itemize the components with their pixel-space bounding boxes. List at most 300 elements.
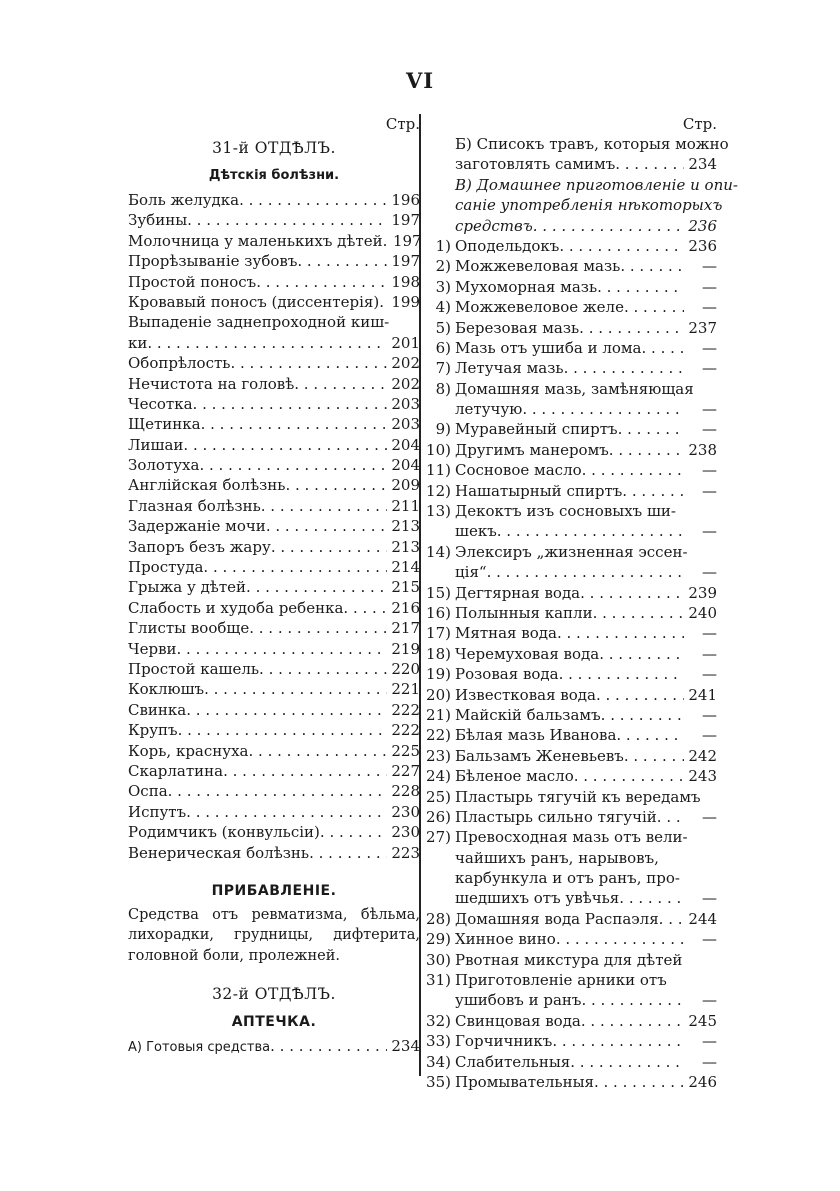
toc-entry[interactable] — [128, 741, 420, 761]
toc-entry-label: Простой поносъ — [128, 272, 257, 291]
toc-entry-page: 213 — [391, 517, 420, 536]
toc-entry-page: 216 — [391, 598, 420, 617]
toc-entry-label: заготовлять самимъ — [455, 155, 616, 174]
toc-entry-page: 197 — [391, 252, 420, 271]
toc-entry[interactable] — [425, 277, 717, 297]
toc-entry-label: ція“ — [455, 563, 487, 582]
toc-entry-page: 220 — [391, 659, 420, 678]
toc-entry-label: Декоктъ изъ сосновыхъ ши- — [455, 502, 676, 521]
section-32-subtitle: АПТЕЧКА. — [231, 1014, 317, 1031]
toc-entry[interactable] — [128, 374, 420, 394]
toc-entry[interactable] — [425, 766, 717, 786]
toc-entry-page: 204 — [391, 435, 420, 454]
toc-entry-page: 221 — [391, 680, 420, 699]
toc-entry-label: Дегтярная вода — [455, 583, 581, 602]
toc-entry-label: Можжевеловая мазь — [455, 257, 621, 276]
toc-entry-label: В) Домашнее приготовленіе и опи- — [455, 175, 738, 194]
toc-entry-number: 18) — [426, 644, 451, 663]
toc-entry-page: 219 — [391, 639, 420, 658]
toc-entry-page: 230 — [391, 823, 420, 842]
leader-dots — [177, 639, 387, 659]
leader-dots — [620, 256, 684, 276]
toc-entry-page: 203 — [391, 394, 420, 413]
leader-dots — [557, 623, 684, 643]
toc-entry[interactable] — [128, 679, 420, 699]
toc-entry[interactable] — [425, 236, 717, 256]
toc-entry-label: Родимчикъ (конвульсіи) — [128, 823, 320, 842]
toc-entry-number: 13) — [426, 502, 451, 521]
toc-entry[interactable] — [425, 195, 723, 215]
toc-entry-page: 197 — [391, 211, 420, 230]
toc-entry-page: — — [702, 889, 717, 908]
toc-entry-page: 227 — [391, 761, 420, 780]
toc-entry-label: Обопрѣлость — [128, 354, 231, 373]
toc-entry[interactable] — [425, 481, 717, 501]
toc-entry-number: 5) — [435, 318, 451, 337]
toc-entry-label: Летучая мазь — [455, 359, 564, 378]
toc-entry-label: Кровавый поносъ (диссентерія) — [128, 292, 380, 311]
leader-dots — [533, 216, 684, 236]
toc-entry-label: Рвотная микстура для дѣтей — [455, 950, 683, 969]
toc-entry-label: Приготовленіе арники отъ — [455, 971, 667, 990]
toc-entry-label: Мухоморная мазь — [455, 277, 598, 296]
leader-dots — [294, 374, 387, 394]
toc-entry[interactable] — [425, 297, 717, 317]
toc-entry[interactable] — [128, 537, 420, 557]
toc-entry-page: — — [702, 400, 717, 419]
toc-entry-label: Пластырь тягучій къ вередамъ — [455, 787, 701, 806]
toc-entry[interactable] — [425, 868, 717, 888]
leader-dots — [618, 419, 684, 439]
leader-dots — [552, 1031, 684, 1051]
toc-entry-page: — — [702, 461, 717, 480]
toc-entry-page: 197 — [392, 231, 422, 250]
toc-entry[interactable] — [128, 353, 420, 373]
toc-entry-page: — — [702, 359, 717, 378]
toc-entry-label: Домашняя вода Распаэля — [455, 909, 659, 928]
leader-dots — [297, 251, 387, 271]
leader-dots — [320, 822, 387, 842]
toc-entry-page: — — [702, 991, 717, 1010]
toc-entry-page: 236 — [688, 236, 717, 255]
toc-entry[interactable] — [425, 950, 717, 970]
toc-entry[interactable] — [425, 216, 717, 236]
leader-dots — [574, 766, 684, 786]
toc-entry-page: 236 — [688, 216, 717, 235]
leader-dots — [564, 358, 684, 378]
toc-entry-number: 15) — [426, 583, 451, 602]
toc-entry-page: 204 — [391, 456, 420, 475]
toc-entry-label: Бѣленое масло — [455, 767, 574, 786]
leader-dots — [594, 1072, 684, 1092]
leader-dots — [599, 644, 684, 664]
toc-entry[interactable] — [425, 725, 717, 745]
toc-entry[interactable] — [128, 639, 420, 659]
toc-entry[interactable] — [425, 175, 738, 195]
toc-entry-ready-remedies[interactable] — [128, 1036, 420, 1056]
toc-entry[interactable] — [425, 256, 717, 276]
toc-entry[interactable] — [128, 394, 420, 414]
toc-entry[interactable] — [425, 644, 717, 664]
toc-entry[interactable] — [128, 333, 420, 353]
toc-entry[interactable] — [128, 312, 420, 332]
toc-entry-label: Горчичникъ — [455, 1032, 553, 1051]
toc-entry-label: летучую — [455, 400, 523, 419]
toc-entry-label: Можжевеловое желе — [455, 298, 624, 317]
toc-entry-page: 241 — [688, 685, 717, 704]
toc-entry-page: — — [702, 481, 717, 500]
toc-entry[interactable] — [128, 475, 420, 495]
toc-entry-label: Сосновое масло — [455, 461, 582, 480]
leader-dots — [593, 603, 684, 623]
toc-entry[interactable] — [128, 598, 420, 618]
toc-entry-number: 32) — [426, 1011, 451, 1030]
appendix-text: Средства отъ ревматизма, бѣльма, лихорадки, грудницы, дифтерита, головной боли, пролежней. — [128, 906, 420, 964]
toc-entry-label: Молочница у маленькихъ дѣтей — [128, 231, 383, 250]
toc-entry[interactable] — [128, 802, 420, 822]
toc-entry-label: Глисты вообще — [128, 619, 250, 638]
toc-entry-label: Щетинка — [128, 415, 201, 434]
toc-entry[interactable] — [425, 338, 717, 358]
toc-entry-label: Мятная вода — [455, 624, 557, 643]
toc-entry[interactable] — [425, 705, 717, 725]
toc-entry-label: чайшихъ ранъ, нарывовъ, — [455, 848, 659, 867]
toc-entry[interactable] — [128, 720, 420, 740]
toc-entry-label: Муравейный спиртъ — [455, 420, 618, 439]
toc-entry-label: Черви — [128, 639, 177, 658]
toc-entry[interactable] — [425, 990, 717, 1010]
leader-dots — [581, 990, 684, 1010]
toc-entry[interactable] — [425, 1072, 717, 1092]
leader-dots — [249, 618, 387, 638]
toc-entry-page: 225 — [391, 741, 420, 760]
leader-dots — [186, 700, 387, 720]
toc-entry[interactable] — [128, 700, 420, 720]
leader-dots — [186, 802, 387, 822]
toc-entry[interactable] — [425, 603, 717, 623]
leader-dots — [596, 685, 684, 705]
leader-dots — [204, 679, 387, 699]
toc-entry-page: 209 — [391, 476, 420, 495]
toc-entry[interactable] — [128, 414, 420, 434]
right-toc-list — [425, 134, 738, 1092]
toc-entry-label: Золотуха — [128, 456, 200, 475]
toc-entry[interactable] — [128, 843, 420, 863]
leader-dots — [187, 210, 387, 230]
toc-entry-label: Черемуховая вода — [455, 644, 600, 663]
toc-entry-label: Крупъ — [128, 721, 178, 740]
leader-dots — [266, 516, 387, 536]
toc-entry[interactable] — [425, 501, 717, 521]
leader-dots — [270, 1036, 387, 1056]
toc-entry-number: 9) — [435, 420, 451, 439]
toc-entry[interactable] — [128, 659, 420, 679]
toc-entry-page: — — [702, 420, 717, 439]
toc-entry-page: 230 — [391, 802, 420, 821]
section-31-subtitle: Дѣтскія болѣзни. — [208, 168, 340, 183]
leader-dots — [256, 272, 387, 292]
toc-entry[interactable] — [128, 435, 420, 455]
toc-entry-label: Полынныя капли — [455, 603, 593, 622]
toc-entry-label: шедшихъ отъ увѣчья — [455, 889, 620, 908]
appendix-title: ПРИБАВЛЕНІЕ. — [211, 882, 337, 899]
left-toc-list — [128, 190, 420, 863]
toc-entry-page: 214 — [391, 558, 420, 577]
toc-entry[interactable] — [128, 210, 420, 230]
section-32-title: 32-й ОТДѢЛЪ. — [212, 985, 336, 1004]
toc-entry-page: 240 — [688, 603, 717, 622]
toc-entry-page: 201 — [391, 333, 420, 352]
toc-entry-label: Б) Списокъ травъ, которыя можно — [455, 135, 729, 153]
toc-entry-page: 196 — [391, 191, 420, 209]
toc-entry[interactable] — [425, 419, 717, 439]
toc-entry-label: Глазная болѣзнь — [128, 496, 261, 515]
toc-entry-label: Прорѣзываніе зубовъ — [128, 252, 298, 271]
toc-entry-page: 203 — [391, 415, 420, 434]
toc-entry-page: 244 — [688, 909, 717, 928]
toc-entry-page: 245 — [688, 1011, 717, 1030]
leader-dots — [168, 781, 387, 801]
leader-dots — [230, 353, 387, 373]
toc-entry-page: — — [702, 257, 717, 276]
leader-dots — [203, 557, 387, 577]
toc-entry[interactable] — [128, 455, 420, 475]
toc-entry-label: Коклюшъ — [128, 680, 205, 699]
toc-entry-label: Зубины — [128, 211, 188, 230]
leader-dots — [559, 664, 684, 684]
leader-dots — [246, 577, 387, 597]
toc-entry[interactable] — [425, 1011, 717, 1031]
toc-entry-number: 16) — [426, 603, 451, 622]
toc-entry[interactable] — [425, 827, 717, 847]
toc-entry[interactable] — [128, 516, 420, 536]
toc-entry-number: 11) — [426, 461, 451, 480]
toc-entry-label: Слабительныя — [455, 1052, 571, 1071]
leader-dots — [379, 292, 387, 312]
toc-entry-number: 3) — [435, 277, 451, 296]
toc-entry[interactable] — [128, 251, 420, 271]
toc-entry[interactable] — [425, 1031, 717, 1051]
toc-entry-number: 29) — [426, 930, 451, 949]
leader-dots — [622, 481, 684, 501]
toc-entry-number: 28) — [426, 909, 451, 928]
leader-dots — [657, 807, 684, 827]
leader-dots — [659, 909, 684, 929]
toc-entry[interactable] — [425, 318, 717, 338]
toc-entry-number: 4) — [435, 298, 451, 317]
toc-entry[interactable] — [128, 577, 420, 597]
toc-entry-label: Грыжа у дѣтей — [128, 578, 247, 597]
toc-entry-page: 234 — [391, 1037, 420, 1056]
leader-dots — [581, 1011, 684, 1031]
toc-entry-number: 8) — [435, 379, 451, 398]
toc-entry-page: 234 — [688, 155, 717, 174]
toc-entry-page: 222 — [391, 700, 420, 719]
right-column — [425, 114, 738, 1092]
toc-entry-number: 30) — [426, 950, 451, 969]
toc-entry[interactable] — [425, 746, 717, 766]
toc-entry-number: 27) — [426, 828, 451, 847]
toc-entry-label: Известковая вода — [455, 685, 596, 704]
toc-entry-number: 12) — [426, 481, 451, 500]
toc-entry-label: Промывательныя — [455, 1072, 594, 1091]
leader-dots — [285, 475, 387, 495]
toc-entry-page: 198 — [391, 272, 420, 291]
toc-entry-number: 14) — [426, 542, 451, 561]
toc-entry-label: Простой кашель — [128, 659, 260, 678]
toc-entry-page: 199 — [391, 292, 420, 311]
toc-entry-label: Простуда — [128, 558, 204, 577]
toc-entry-page: 243 — [688, 767, 717, 786]
toc-entry[interactable] — [425, 787, 717, 807]
toc-entry[interactable] — [425, 542, 717, 562]
leader-dots — [249, 741, 388, 761]
toc-entry[interactable] — [128, 292, 420, 312]
toc-entry-label: Майскій бальзамъ — [455, 705, 601, 724]
leader-dots — [223, 761, 387, 781]
toc-entry-label: средствъ — [455, 216, 533, 235]
toc-entry-number: 35) — [426, 1072, 451, 1091]
toc-entry-page: — — [702, 522, 717, 541]
toc-entry-label: А) Готовыя средства — [128, 1040, 271, 1056]
toc-entry[interactable] — [425, 460, 717, 480]
toc-entry-page: — — [702, 563, 717, 582]
leader-dots — [147, 333, 387, 353]
toc-entry[interactable] — [425, 358, 717, 378]
toc-entry-page: 246 — [688, 1072, 717, 1091]
toc-entry-page: — — [702, 1032, 717, 1051]
toc-entry-page: 202 — [391, 374, 420, 393]
toc-entry-number: 31) — [426, 971, 451, 990]
toc-entry[interactable] — [128, 761, 420, 781]
toc-entry[interactable] — [425, 623, 717, 643]
toc-entry-page: 238 — [688, 440, 717, 459]
leader-dots — [570, 1052, 684, 1072]
toc-entry[interactable] — [425, 909, 717, 929]
leader-dots — [309, 843, 387, 863]
leader-dots — [178, 720, 387, 740]
toc-entry-number: 7) — [435, 359, 451, 378]
leader-dots — [616, 725, 684, 745]
toc-entry-label: Превосходная мазь отъ вели- — [455, 828, 688, 847]
toc-entry-page: — — [702, 644, 717, 663]
page-number: VI — [405, 68, 435, 93]
toc-entry-label: Боль желудка — [128, 191, 240, 209]
toc-entry-label: Домашняя мазь, замѣняющая — [455, 379, 694, 398]
toc-entry-number: 33) — [426, 1032, 451, 1051]
toc-entry-label: карбункула и отъ ранъ, про- — [455, 869, 680, 888]
leader-dots — [193, 394, 387, 414]
toc-entry-number: 34) — [426, 1052, 451, 1071]
toc-entry-label: Выпаденіе заднепроходной киш- — [128, 313, 390, 332]
toc-entry[interactable] — [425, 970, 717, 990]
toc-entry-number: 6) — [435, 338, 451, 357]
toc-entry-page: — — [702, 277, 717, 296]
leader-dots — [201, 414, 387, 434]
toc-entry[interactable] — [128, 231, 420, 251]
toc-entry-page: 228 — [391, 782, 420, 801]
toc-entry[interactable] — [128, 272, 420, 292]
toc-entry[interactable] — [425, 440, 717, 460]
toc-entry[interactable] — [425, 399, 717, 419]
leader-dots — [615, 154, 684, 174]
toc-entry[interactable] — [425, 521, 717, 541]
toc-entry-label: Чесотка — [128, 394, 193, 413]
toc-entry-number: 20) — [426, 685, 451, 704]
toc-entry[interactable] — [425, 807, 717, 827]
toc-entry-page: — — [702, 705, 717, 724]
leader-dots — [609, 440, 684, 460]
leader-dots — [601, 705, 684, 725]
toc-entry-label: саніе употребленія нѣкоторыхъ — [455, 196, 723, 215]
toc-entry[interactable] — [425, 848, 717, 868]
toc-entry-label: Розовая вода — [455, 665, 559, 684]
toc-entry[interactable] — [425, 664, 717, 684]
leader-dots — [522, 399, 684, 419]
leader-dots — [239, 190, 387, 210]
toc-entry-label: шекъ — [455, 522, 497, 541]
toc-entry[interactable] — [425, 583, 717, 603]
toc-entry-label: Элексиръ „жизненная эссен- — [455, 542, 688, 561]
leader-dots — [183, 435, 387, 455]
toc-entry-number: 1) — [435, 236, 451, 255]
toc-entry-label: Слабость и худоба ребенка — [128, 598, 344, 617]
leader-dots — [259, 659, 387, 679]
toc-entry-label: Нечистота на головѣ — [128, 374, 295, 393]
leader-dots — [261, 496, 387, 516]
toc-entry-label: Лишаи — [128, 435, 184, 454]
toc-entry-number: 2) — [435, 257, 451, 276]
toc-entry-page: 202 — [391, 354, 420, 373]
toc-entry[interactable] — [425, 929, 717, 949]
toc-entry[interactable] — [425, 379, 717, 399]
toc-entry[interactable] — [425, 154, 717, 174]
toc-entry-number: 24) — [426, 767, 451, 786]
toc-entry[interactable] — [128, 781, 420, 801]
toc-entry-page: — — [702, 807, 717, 826]
toc-entry-page: 223 — [391, 843, 420, 862]
leader-dots — [559, 236, 684, 256]
toc-entry-number: 26) — [426, 807, 451, 826]
leader-dots — [497, 521, 684, 541]
toc-entry-page: — — [702, 930, 717, 949]
toc-entry-page: — — [702, 665, 717, 684]
toc-entry-page: 211 — [391, 496, 420, 515]
toc-entry[interactable] — [425, 1052, 717, 1072]
toc-entry[interactable] — [128, 496, 420, 516]
toc-entry-page: 239 — [688, 583, 717, 602]
toc-entry[interactable] — [425, 888, 717, 908]
toc-entry[interactable] — [425, 685, 717, 705]
toc-entry-number: 23) — [426, 746, 451, 765]
toc-entry-number: 21) — [426, 705, 451, 724]
toc-entry[interactable] — [128, 557, 420, 577]
toc-entry-label: Свинцовая вода — [455, 1011, 581, 1030]
toc-entry[interactable] — [128, 618, 420, 638]
toc-entry[interactable] — [128, 190, 420, 210]
toc-entry-label: Скарлатина — [128, 761, 224, 780]
toc-entry-page: — — [702, 624, 717, 643]
toc-entry[interactable] — [425, 562, 717, 582]
toc-entry-page: 242 — [688, 746, 717, 765]
toc-entry-page: — — [702, 1052, 717, 1071]
toc-entry-label: Испутъ — [128, 802, 187, 821]
toc-entry-label: ушибовъ и ранъ — [455, 991, 582, 1010]
page-column-header: Стр. — [385, 115, 420, 133]
toc-entry-page: — — [702, 726, 717, 745]
toc-entry[interactable] — [128, 822, 420, 842]
toc-entry[interactable] — [425, 134, 729, 154]
